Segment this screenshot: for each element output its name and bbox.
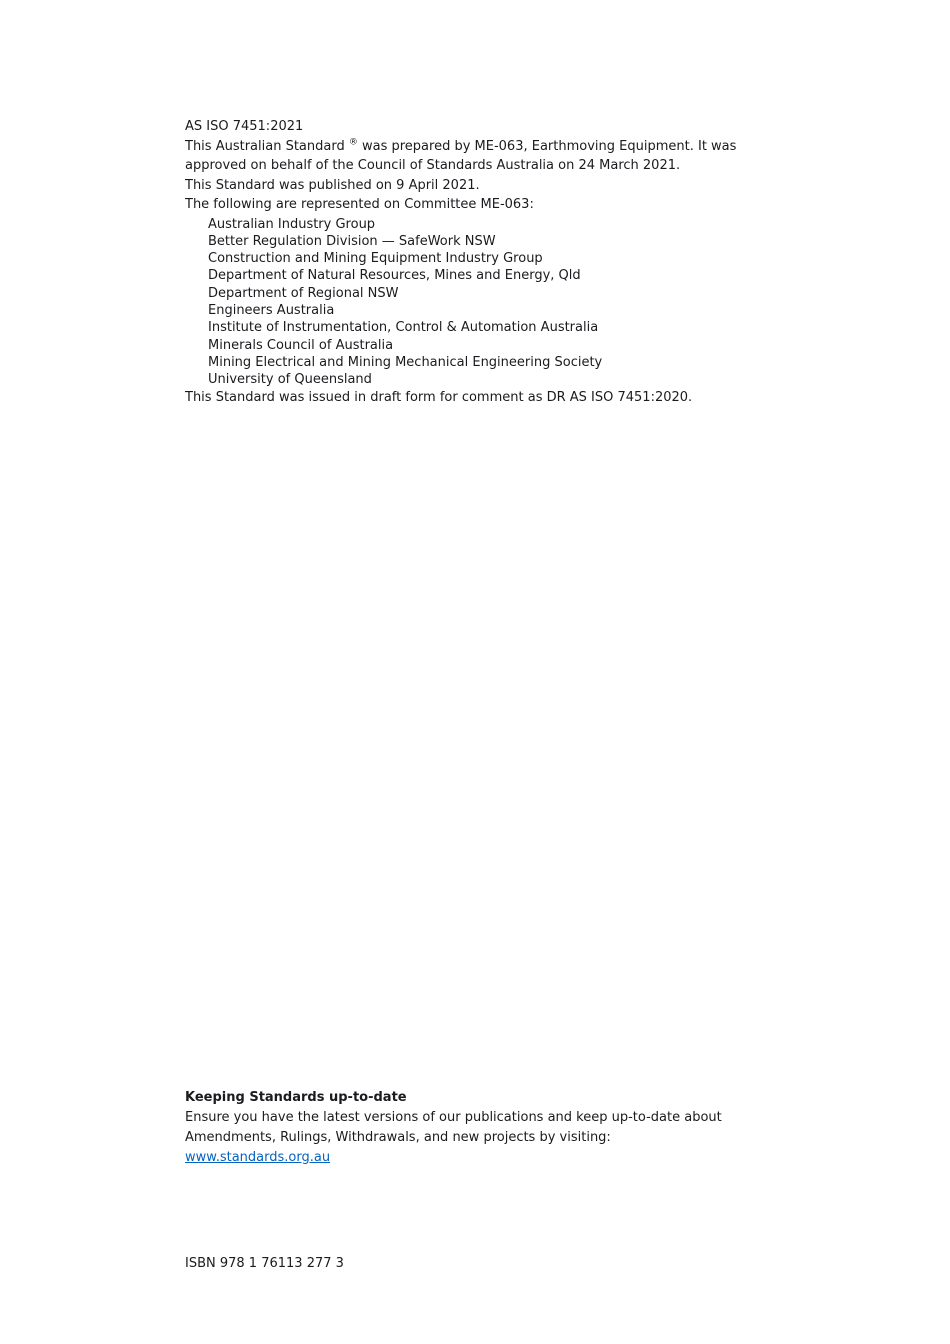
keeping-standards-heading: Keeping Standards up-to-date <box>185 1090 407 1105</box>
committee-member: Engineers Australia <box>208 302 335 318</box>
standards-website-link[interactable]: www.standards.org.au <box>185 1150 331 1165</box>
keeping-standards-section <box>185 1088 777 1168</box>
committee-member: Institute of Instrumentation, Control & Automation Australia <box>208 320 599 336</box>
prepared-paragraph <box>185 137 770 176</box>
committee-member: Minerals Council of Australia <box>208 337 394 353</box>
committee-member: Department of Regional NSW <box>208 285 399 301</box>
committee-member: Australian Industry Group <box>208 216 376 232</box>
committee-member: Mining Electrical and Mining Mechanical Engineering Society <box>208 354 603 370</box>
committee-member: University of Queensland <box>208 372 372 388</box>
website-link-line <box>185 1148 777 1168</box>
committee-member: Department of Natural Resources, Mines and Energy, Qld <box>208 268 581 284</box>
draft-note-paragraph: This Standard was issued in draft form for comment as DR AS ISO 7451:2020. <box>185 390 693 406</box>
prepared-text-before: This Australian Standard <box>185 138 349 154</box>
committee-member: Better Regulation Division — SafeWork NSW <box>208 233 496 249</box>
registered-trademark-symbol: ® <box>348 137 358 148</box>
committee-member: Construction and Mining Equipment Industry Group <box>208 251 543 267</box>
committee-intro: The following are represented on Committee ME-063: <box>185 197 534 212</box>
committee-list <box>185 216 770 389</box>
isbn-text: ISBN 978 1 76113 277 3 <box>185 1256 344 1271</box>
keeping-standards-body: Ensure you have the latest versions of our publications and keep up-to-date about Amendments, Rulings, Withdrawals, and new projects by visiting: <box>185 1110 722 1145</box>
document-id: AS ISO 7451:2021 <box>185 119 304 134</box>
published-paragraph: This Standard was published on 9 April 2021. <box>185 177 480 193</box>
front-matter <box>185 117 770 408</box>
prepared-text-after: was prepared by ME-063, Earthmoving Equipment. It was approved on behalf of the Council of Standards Australia on 24 March 2021. <box>185 138 737 173</box>
